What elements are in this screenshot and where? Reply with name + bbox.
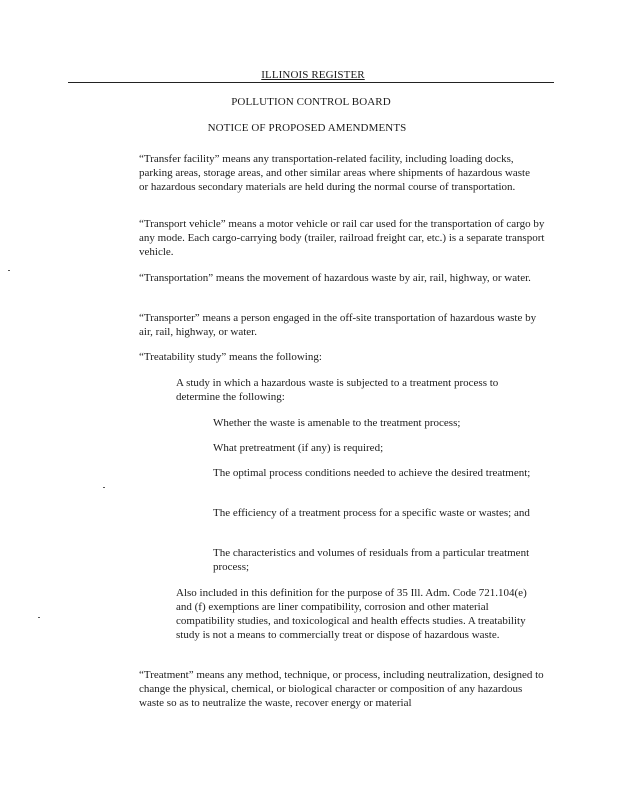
list-item-optimal-conditions: The optimal process conditions needed to achieve the desired treatment;: [213, 467, 531, 479]
also-included-paragraph: Also included in this definition for the purpose of 35 Ill. Adm. Code 721.104(e) and (f) exemptions are liner compatibility, corrosion and other material compatibility studies, and toxicological and health effects studies. A treatability study is not a means to commercially treat or dispose of hazardous waste.: [176, 587, 527, 641]
scan-speck: [103, 487, 105, 488]
scan-speck: [38, 617, 40, 618]
notice-title: NOTICE OF PROPOSED AMENDMENTS: [207, 122, 407, 134]
definition-transfer-facility: “Transfer facility” means any transportation-related facility, including loading docks, parking areas, storage areas, and other similar areas where shipments of hazardous waste or hazardous secondary materials are held during the normal course of transportation.: [139, 153, 530, 193]
register-title: ILLINOIS REGISTER: [261, 69, 365, 81]
definition-transport-vehicle: “Transport vehicle” means a motor vehicle or rail car used for the transportation of cargo by any mode. Each cargo-carrying body (trailer, railroad freight car, etc.) is a separate transport vehicle.: [139, 218, 545, 258]
definition-treatment: “Treatment” means any method, technique, or process, including neutralization, designed to change the physical, chemical, or biological character or composition of any hazardous waste so as to neutralize the waste, recover energy or material: [139, 669, 544, 709]
definition-treatability-study: “Treatability study” means the following:: [139, 351, 322, 363]
definition-transportation: “Transportation” means the movement of hazardous waste by air, rail, highway, or water.: [139, 272, 531, 284]
scan-speck: [8, 270, 10, 271]
list-item-amenable: Whether the waste is amenable to the treatment process;: [213, 417, 461, 429]
treatability-subparagraph-a: A study in which a hazardous waste is subjected to a treatment process to determine the following:: [176, 377, 499, 403]
list-item-efficiency: The efficiency of a treatment process for a specific waste or wastes; and: [213, 507, 530, 519]
header-rule: [68, 82, 554, 83]
list-item-characteristics: The characteristics and volumes of residuals from a particular treatment process;: [213, 547, 530, 573]
definition-transporter: “Transporter” means a person engaged in the off-site transportation of hazardous waste by air, rail, highway, or water.: [139, 312, 537, 338]
board-title: POLLUTION CONTROL BOARD: [231, 96, 391, 108]
list-item-pretreatment: What pretreatment (if any) is required;: [213, 442, 384, 454]
